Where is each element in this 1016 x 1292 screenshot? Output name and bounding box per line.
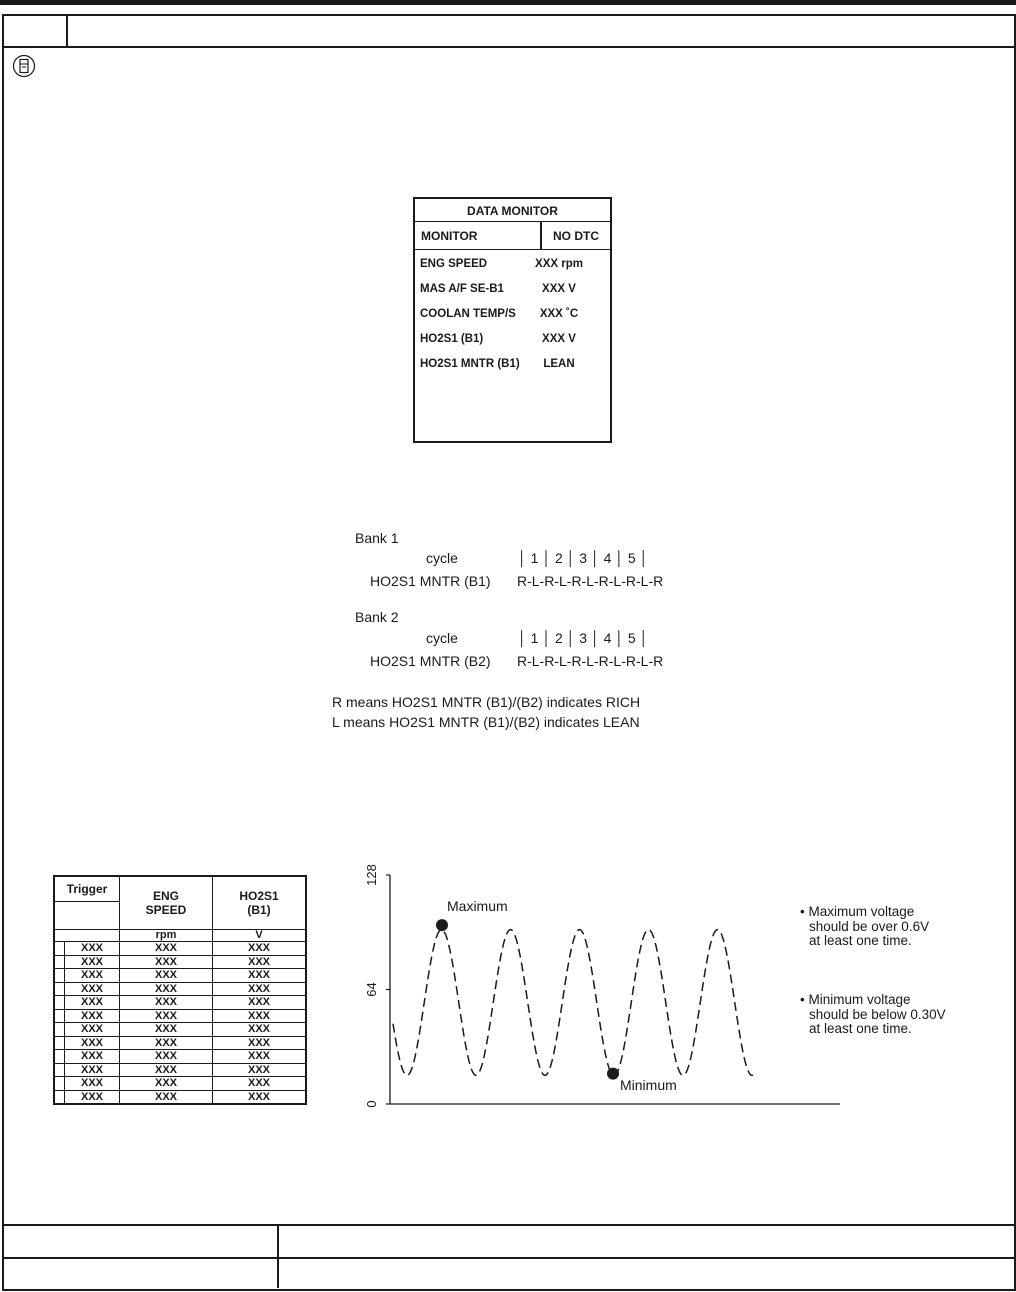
bank-2-cycles: │ 1 │ 2 │ 3 │ 4 │ 5 │	[518, 630, 649, 646]
ho2s1-waveform	[355, 860, 855, 1115]
table-cell: XXX	[65, 1063, 120, 1077]
bank-1-cycles: │ 1 │ 2 │ 3 │ 4 │ 5 │	[518, 550, 649, 566]
table-cell: XXX	[120, 982, 213, 996]
row-marker	[54, 1009, 65, 1023]
table-cell: XXX	[120, 969, 213, 983]
note-line: Minimum voltage	[808, 992, 911, 1007]
bank-1-title: Bank 1	[355, 530, 399, 546]
trigger-header-cell	[54, 876, 120, 930]
document-icon	[12, 54, 36, 78]
dtc-status: NO DTC	[553, 229, 599, 243]
bank-1-monitor: HO2S1 MNTR (B1)	[370, 573, 491, 589]
note-line: at least one time.	[809, 933, 912, 948]
table-row	[54, 982, 306, 996]
table-cell: XXX	[120, 1050, 213, 1064]
table-cell: XXX	[120, 1009, 213, 1023]
table-cell: XXX	[213, 1023, 307, 1037]
bank-2-title: Bank 2	[355, 609, 399, 625]
y-tick-label: 64	[364, 982, 379, 997]
note-line: should be below 0.30V	[809, 1006, 946, 1022]
row-marker	[54, 1023, 65, 1037]
table-row	[54, 969, 306, 983]
row-marker	[54, 1063, 65, 1077]
y-tick-label: 0	[364, 1100, 379, 1108]
table-cell: XXX	[120, 955, 213, 969]
table-cell: XXX	[120, 1090, 213, 1104]
trigger-header: Trigger	[55, 877, 119, 902]
table-cell: XXX	[120, 1063, 213, 1077]
table-row	[54, 1036, 306, 1050]
row-marker	[54, 969, 65, 983]
bank-1-sequence: R-L-R-L-R-L-R-L-R-L-R	[517, 573, 664, 589]
table-cell: XXX	[65, 1050, 120, 1064]
maximum-point	[436, 919, 448, 931]
minimum-point	[607, 1068, 619, 1080]
bank-2-monitor: HO2S1 MNTR (B2)	[370, 653, 491, 669]
data-monitor-header	[415, 222, 610, 250]
table-cell: XXX	[213, 1036, 307, 1050]
monitor-item-value: XXX V	[542, 283, 576, 295]
row-marker	[54, 955, 65, 969]
table-cell: XXX	[120, 1077, 213, 1091]
note-minimum	[800, 993, 946, 1037]
row-marker	[54, 982, 65, 996]
data-monitor-title: DATA MONITOR	[415, 199, 610, 222]
monitor-item-name: HO2S1 (B1)	[420, 333, 484, 345]
table-row	[54, 1023, 306, 1037]
table-cell: XXX	[213, 969, 307, 983]
table-cell: XXX	[213, 955, 307, 969]
legend-lean: L means HO2S1 MNTR (B1)/(B2) indicates LEAN	[332, 714, 640, 730]
bank-1-cycle-label: cycle	[426, 550, 458, 566]
table-cell: XXX	[213, 1077, 307, 1091]
table-row	[54, 942, 306, 956]
bank-2-sequence: R-L-R-L-R-L-R-L-R-L-R	[517, 653, 664, 669]
table-cell: XXX	[213, 1050, 307, 1064]
row-marker	[54, 996, 65, 1010]
row-marker	[54, 942, 65, 956]
table-cell: XXX	[65, 1036, 120, 1050]
monitor-item-name: HO2S1 MNTR (B1)	[420, 358, 520, 370]
footer-rule-2	[2, 1257, 1014, 1259]
table-cell: XXX	[213, 942, 307, 956]
monitor-item-name: MAS A/F SE-B1	[420, 283, 504, 295]
table-cell: XXX	[65, 942, 120, 956]
row-marker	[54, 1090, 65, 1104]
note-line: should be over 0.6V	[809, 918, 930, 934]
table-row	[54, 996, 306, 1010]
table-cell: XXX	[213, 1009, 307, 1023]
voltage-waveform	[393, 930, 753, 1076]
minimum-label: Minimum	[620, 1077, 677, 1093]
footer-divider	[277, 1224, 279, 1288]
note-line: at least one time.	[809, 1021, 912, 1036]
table-row	[54, 1009, 306, 1023]
table-row	[54, 1050, 306, 1064]
eng-speed-header: ENG SPEED	[120, 876, 213, 930]
header-divider	[66, 14, 68, 47]
table-cell: XXX	[65, 982, 120, 996]
bank-2-cycle-label: cycle	[426, 630, 458, 646]
table-cell: XXX	[65, 969, 120, 983]
row-marker	[54, 1036, 65, 1050]
table-cell: XXX	[120, 942, 213, 956]
table-cell: XXX	[65, 1077, 120, 1091]
ho2s1-header: HO2S1 (B1)	[213, 876, 307, 930]
header-rule	[2, 46, 1014, 48]
y-tick-label: 128	[364, 864, 379, 886]
rpm-unit: rpm	[120, 930, 213, 942]
monitor-item-value: XXX rpm	[535, 258, 583, 270]
table-row	[54, 1063, 306, 1077]
table-row	[54, 1077, 306, 1091]
data-monitor-screen	[413, 197, 612, 443]
monitor-item-value: XXX V	[542, 333, 576, 345]
row-marker	[54, 1077, 65, 1091]
volt-unit: V	[213, 930, 307, 942]
note-maximum	[800, 905, 929, 949]
table-cell: XXX	[213, 996, 307, 1010]
note-line: Maximum voltage	[808, 904, 915, 919]
footer-rule-1	[2, 1224, 1014, 1226]
table-cell: XXX	[65, 1090, 120, 1104]
table-cell: XXX	[213, 982, 307, 996]
monitor-item-name: COOLAN TEMP/S	[420, 308, 516, 320]
table-cell: XXX	[213, 1063, 307, 1077]
row-marker	[54, 1050, 65, 1064]
trigger-unit-blank	[54, 930, 120, 942]
table-cell: XXX	[65, 955, 120, 969]
table-cell: XXX	[65, 1009, 120, 1023]
table-cell: XXX	[120, 1036, 213, 1050]
maximum-label: Maximum	[447, 898, 508, 914]
table-cell: XXX	[213, 1090, 307, 1104]
monitor-item-name: ENG SPEED	[420, 258, 488, 270]
top-rule	[0, 0, 1016, 5]
table-cell: XXX	[65, 996, 120, 1010]
table-cell: XXX	[120, 996, 213, 1010]
table-row	[54, 955, 306, 969]
monitor-item-value: LEAN	[543, 358, 575, 370]
note-bullet: •	[800, 992, 805, 1007]
monitor-item-value: XXX ˚C	[539, 308, 579, 320]
trigger-table	[53, 875, 307, 1105]
table-cell: XXX	[120, 1023, 213, 1037]
note-bullet: •	[800, 904, 805, 919]
monitor-label: MONITOR	[421, 229, 478, 243]
legend-rich: R means HO2S1 MNTR (B1)/(B2) indicates RICH	[332, 694, 641, 710]
table-cell: XXX	[65, 1023, 120, 1037]
table-row	[54, 1090, 306, 1104]
